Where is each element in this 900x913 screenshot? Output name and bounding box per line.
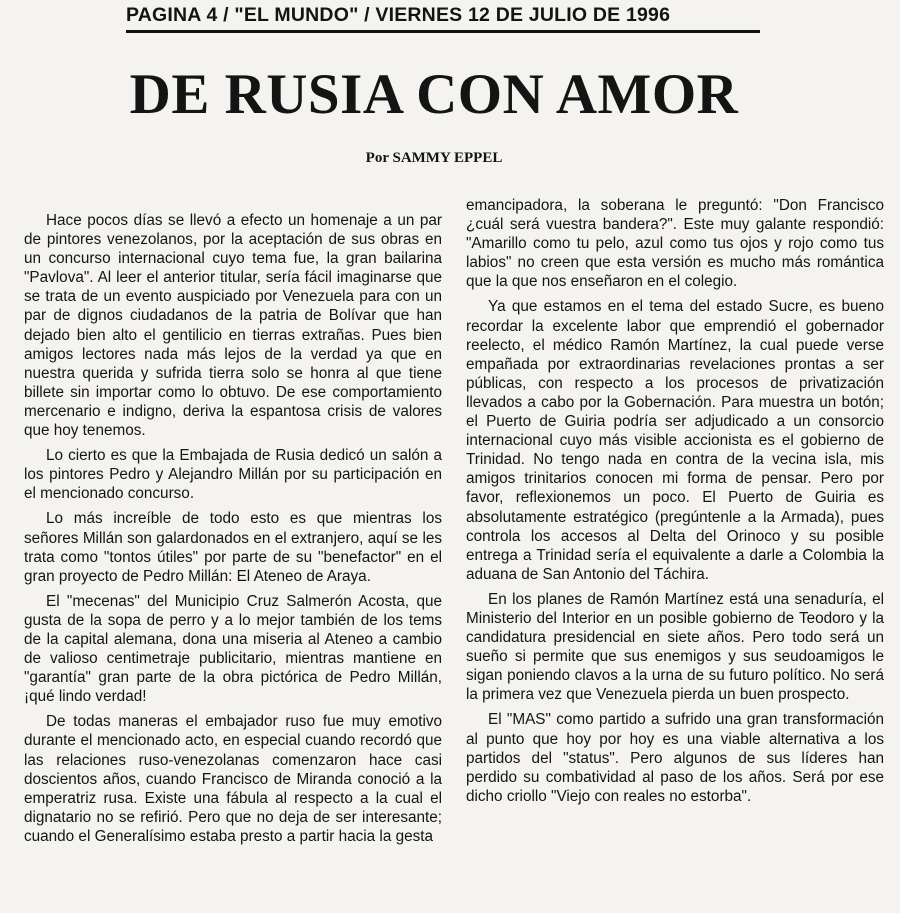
- article-column-right: [466, 196, 884, 806]
- paragraph: Hace pocos días se llevó a efecto un homenaje a un par de pintores venezolanos, por la aceptación de sus obras en un concurso internacional cuyo tema fue, la gran bailarina "Pavlova". Al leer el anterior titular, sería fácil imaginarse que se trata de un evento auspiciado por Venezuela para con un par de dignos ciudadanos de la patria de Bolívar que han dejado bien alto el gentilicio en tierras extrañas. Pues bien amigos lectores nada más lejos de la verdad ya que en nuestra querida y sufrida tierra solo se honra al que tiene billete sin importar como lo obtuvo. De ese comportamiento mercenario e indigno, deriva la espantosa crisis de valores que hoy tenemos.: [24, 212, 442, 440]
- paragraph: Lo más increíble de todo esto es que mientras los señores Millán son galardonados en el extranjero, aquí se les trata como "tontos útiles" por parte de su "benefactor" en el gran proyecto de Pedro Millán: El Ateneo de Araya.: [24, 510, 442, 585]
- article-column-left: [24, 211, 442, 846]
- article-byline: Por SAMMY EPPEL: [365, 150, 503, 166]
- article-title: DE RUSIA CON AMOR: [129, 63, 739, 126]
- paragraph: Lo cierto es que la Embajada de Rusia dedicó un salón a los pintores Pedro y Alejandro Millán por su participación en el mencionado concurso.: [24, 447, 442, 503]
- paragraph: emancipadora, la soberana le preguntó: "Don Francisco ¿cuál será vuestra bandera?". Este muy galante respondió: "Amarillo como tu pelo, azul como tus ojos y rojo como tus labios" no creen que esta versión es mucho más romántica que la que nos enseñaron en el colegio.: [466, 197, 884, 291]
- paragraph: De todas maneras el embajador ruso fue muy emotivo durante el mencionado acto, en especial cuando recordó que las relaciones ruso-venezolanas comenzaron hace casi doscientos años, cuando Francisco de Miranda conoció a la emperatriz rusa. Existe una fábula al respecto a la cual el dignatario no se refirió. Pero que no deja de ser interesante; cuando el Generalísimo estaba presto a partir hacia la gesta: [24, 713, 442, 845]
- paragraph: Ya que estamos en el tema del estado Sucre, es bueno recordar la excelente labor que emprendió el gobernador reelecto, el médico Ramón Martínez, la cual puede verse empañada por extraordinarias revelaciones prontas a ser públicas, con respecto a los procesos de privatización llevados a cabo por la Gobernación. Para muestra un botón; el Puerto de Guiria podría ser adjudicado a un consorcio internacional cuyo más visible accionista es el gobierno de Trinidad. No tengo nada en contra de la vecina isla, mis amigos trinitarios conocen mi forma de pensar. Pero por favor, reflexionemos un poco. El Puerto de Guiria es absolutamente estratégico (pregúntenle a la Armada), pues controla los accesos al Delta del Orinoco y su posible entrega a Trinidad sería el equivalente a darle a Colombia la aduana de San Antonio del Táchira.: [466, 298, 884, 583]
- paragraph: En los planes de Ramón Martínez está una senaduría, el Ministerio del Interior en un posible gobierno de Teodoro y la candidatura presidencial en siete años. Pero todo será un sueño si permite que sus enemigos y sus seudoamigos le sigan poniendo clavos a la urna de su futuro político. No será la primera vez que Venezuela pierda un buen prospecto.: [466, 590, 884, 704]
- paragraph: El "MAS" como partido a sufrido una gran transformación al punto que hoy por hoy es una viable alternativa a los partidos del "status". Pero algunos de sus líderes han perdido su combatividad al paso de los años. Será por ese dicho criollo "Viejo con reales no estorba".: [466, 711, 884, 805]
- page-dateline: PAGINA 4 / "EL MUNDO" / VIERNES 12 DE JULIO DE 1996: [126, 4, 760, 33]
- paragraph: El "mecenas" del Municipio Cruz Salmerón Acosta, que gusta de la sopa de perro y a lo mejor también de los tems de la capital alemana, dona una miseria al Ateneo a cambio de valioso centimetraje publicitario, mientras mantiene en "garantía" gran parte de la obra pictórica de Pedro Millán, ¡qué lindo verdad!: [24, 592, 442, 706]
